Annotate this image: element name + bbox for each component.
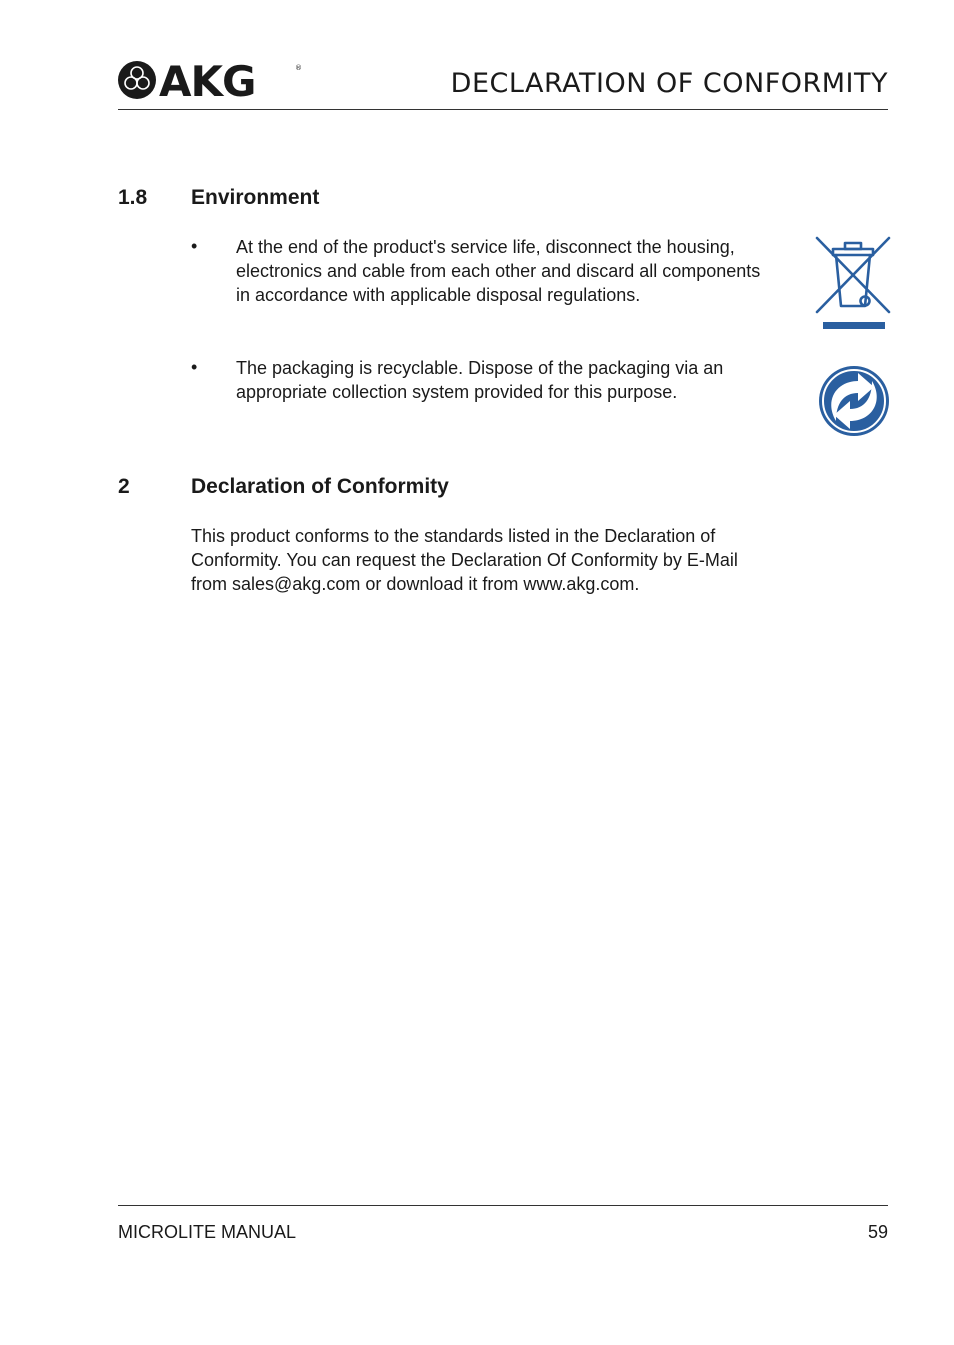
logo-text: AKG (159, 58, 256, 102)
section-number: 1.8 (118, 186, 148, 209)
section-number: 2 (118, 475, 130, 498)
svg-text:®: ® (295, 64, 302, 72)
bullet-marker: • (191, 236, 198, 256)
crossed-out-wheelie-bin-icon (815, 236, 891, 332)
footer-divider (118, 1205, 888, 1206)
section-title: Environment (191, 186, 320, 209)
section-title: Declaration of Conformity (191, 475, 449, 498)
green-dot-recycling-icon (816, 363, 892, 439)
header-divider (118, 109, 888, 110)
bullet-text: The packaging is recyclable. Dispose of the packaging via an appropriate collection system provided for this purpose. (236, 358, 724, 402)
manual-name: MICROLITE MANUAL (118, 1222, 297, 1242)
bullet-marker: • (191, 357, 198, 377)
page-title: DECLARATION OF CONFORMITY (450, 68, 888, 99)
bullet-text: At the end of the product's service life, disconnect the housing, electronics and cable from each other and discard all components in accordance with applicable disposal regulations. (236, 237, 761, 305)
section-body: This product conforms to the standards listed in the Declaration of Conformity. You can request the Declaration Of Conformity by E-Mail from sales@akg.com or download it from www.akg.com. (191, 526, 738, 594)
akg-logo (117, 58, 302, 102)
page-number: 59 (867, 1222, 888, 1242)
